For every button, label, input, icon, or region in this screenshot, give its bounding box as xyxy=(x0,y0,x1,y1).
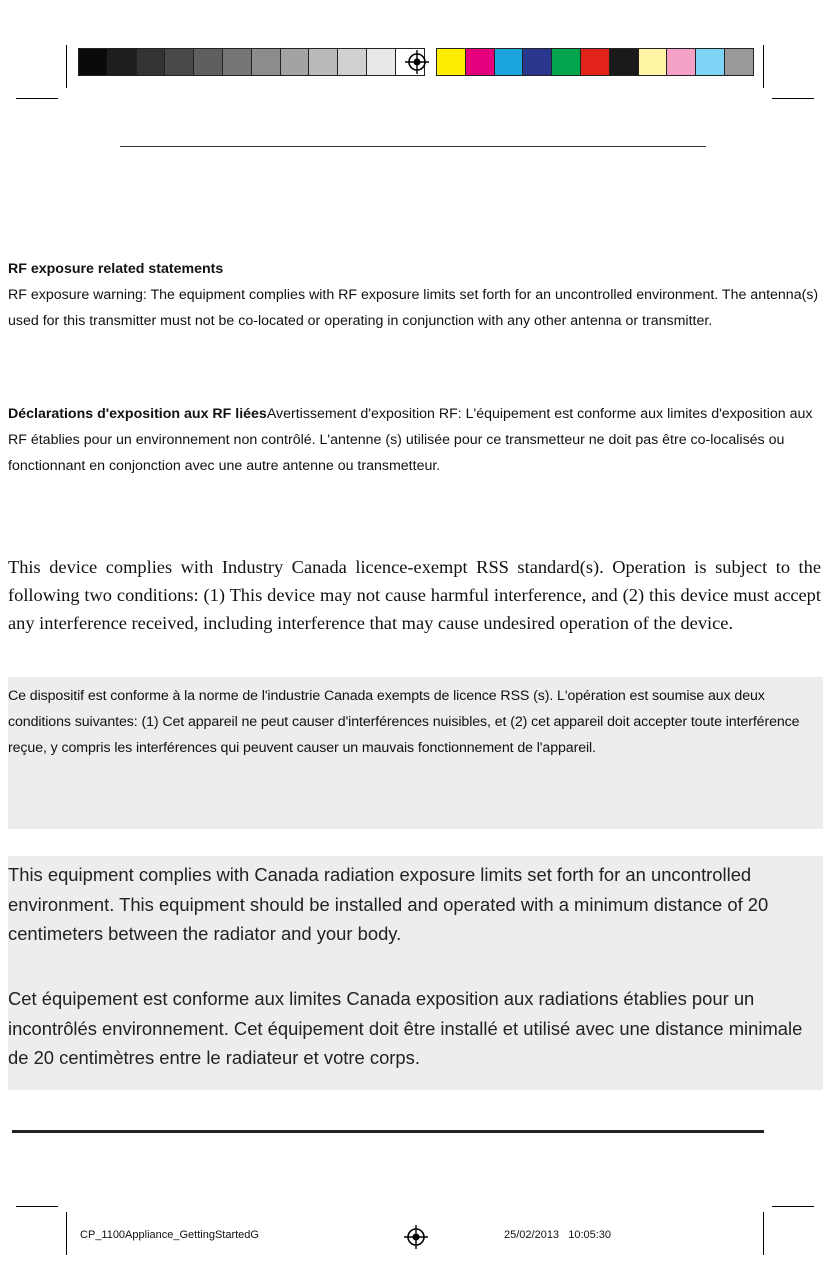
color-swatch xyxy=(580,48,610,76)
color-swatch xyxy=(551,48,581,76)
header-rule xyxy=(120,146,706,147)
color-swatch xyxy=(666,48,696,76)
gray-swatch xyxy=(337,48,367,76)
fr-body: Avertissement d'exposition RF: L'équipement est conforme aux limites d'exposition aux RF établies pour un environnement non contrôlé. L'antenne (s) utilisée pour ce transmetteur ne doit pas être co-localisés ou fonctionnant en conjonction avec une autre antenne ou transmetteur. xyxy=(8,406,813,474)
crop-mark-top-right-h xyxy=(772,98,814,99)
crop-mark-top-left-h xyxy=(16,98,58,99)
radiation-statement-en xyxy=(8,860,823,949)
color-swatch xyxy=(522,48,552,76)
rf-body: RF exposure warning: The equipment complies with RF exposure limits set forth for an uncontrolled environment. The antenna(s) used for this transmitter must not be co-located or operating in conjunction with any other antenna or transmitter. xyxy=(8,287,819,329)
color-swatch xyxy=(695,48,725,76)
rf-exposure-section xyxy=(8,256,823,334)
rad-en-body: This equipment complies with Canada radiation exposure limits set forth for an uncontrolled environment. This equipment should be installed and operated with a minimum distance of 20 centimeters between the radiator and your body. xyxy=(8,864,769,944)
gray-swatch xyxy=(366,48,396,76)
color-swatch xyxy=(465,48,495,76)
crop-mark-bottom-left-h xyxy=(16,1206,58,1207)
crop-mark-top-right-v xyxy=(763,45,764,88)
gray-swatch xyxy=(280,48,310,76)
gray-swatch xyxy=(78,48,108,76)
rf-heading: RF exposure related statements xyxy=(8,261,224,277)
gray-swatch xyxy=(251,48,281,76)
footer-registration-mark-icon xyxy=(403,1224,429,1250)
color-swatch xyxy=(436,48,466,76)
rf-exposure-section-fr xyxy=(8,401,823,479)
footer-datetime: 25/02/2013 10:05:30 xyxy=(504,1229,612,1241)
gray-swatch xyxy=(308,48,338,76)
rad-fr-body: Cet équipement est conforme aux limites Canada exposition aux radiations établies pour un incontrôlés environnement. Cet équipement doit être installé et utilisé avec une distance minimale de 20 centimètres entre le radiateur et votre corps. xyxy=(8,988,803,1068)
gray-swatch xyxy=(107,48,137,76)
gray-swatch xyxy=(193,48,223,76)
crop-mark-bottom-right-h xyxy=(772,1206,814,1207)
footer-rule xyxy=(12,1130,764,1133)
ic-statement-en xyxy=(8,553,821,637)
color-swatch xyxy=(609,48,639,76)
crop-mark-top-left-v xyxy=(66,45,67,88)
color-swatch xyxy=(494,48,524,76)
gray-swatch xyxy=(164,48,194,76)
fr-heading: Déclarations d'exposition aux RF liées xyxy=(8,406,267,422)
color-swatch xyxy=(638,48,668,76)
ic-fr-body: Ce dispositif est conforme à la norme de l'industrie Canada exempts de licence RSS (s). L'opération est soumise aux deux conditions suivantes: (1) Cet appareil ne peut causer d'interférences nuisibles, et (2) cet appareil doit accepter toute interférence reçue, y compris les interférences qui peuvent causer un mauvais fonctionnement de l'appareil. xyxy=(8,688,800,756)
crop-mark-bottom-right-v xyxy=(763,1212,764,1255)
ic-en-body: This device complies with Industry Canada licence-exempt RSS standard(s). Operation is subject to the following two conditions: (1) This device may not cause harmful interference, and (2) this device must accept any interference received, including interference that may cause undesired operation of the device. xyxy=(8,557,821,633)
radiation-statement-fr xyxy=(8,984,823,1073)
footer-filename: CP_1100Appliance_GettingStartedG xyxy=(80,1229,259,1241)
ic-statement-fr xyxy=(8,677,823,829)
gray-swatch xyxy=(136,48,166,76)
registration-mark-icon xyxy=(404,49,430,75)
color-swatch xyxy=(724,48,754,76)
gray-swatch xyxy=(222,48,252,76)
crop-mark-bottom-left-v xyxy=(66,1212,67,1255)
